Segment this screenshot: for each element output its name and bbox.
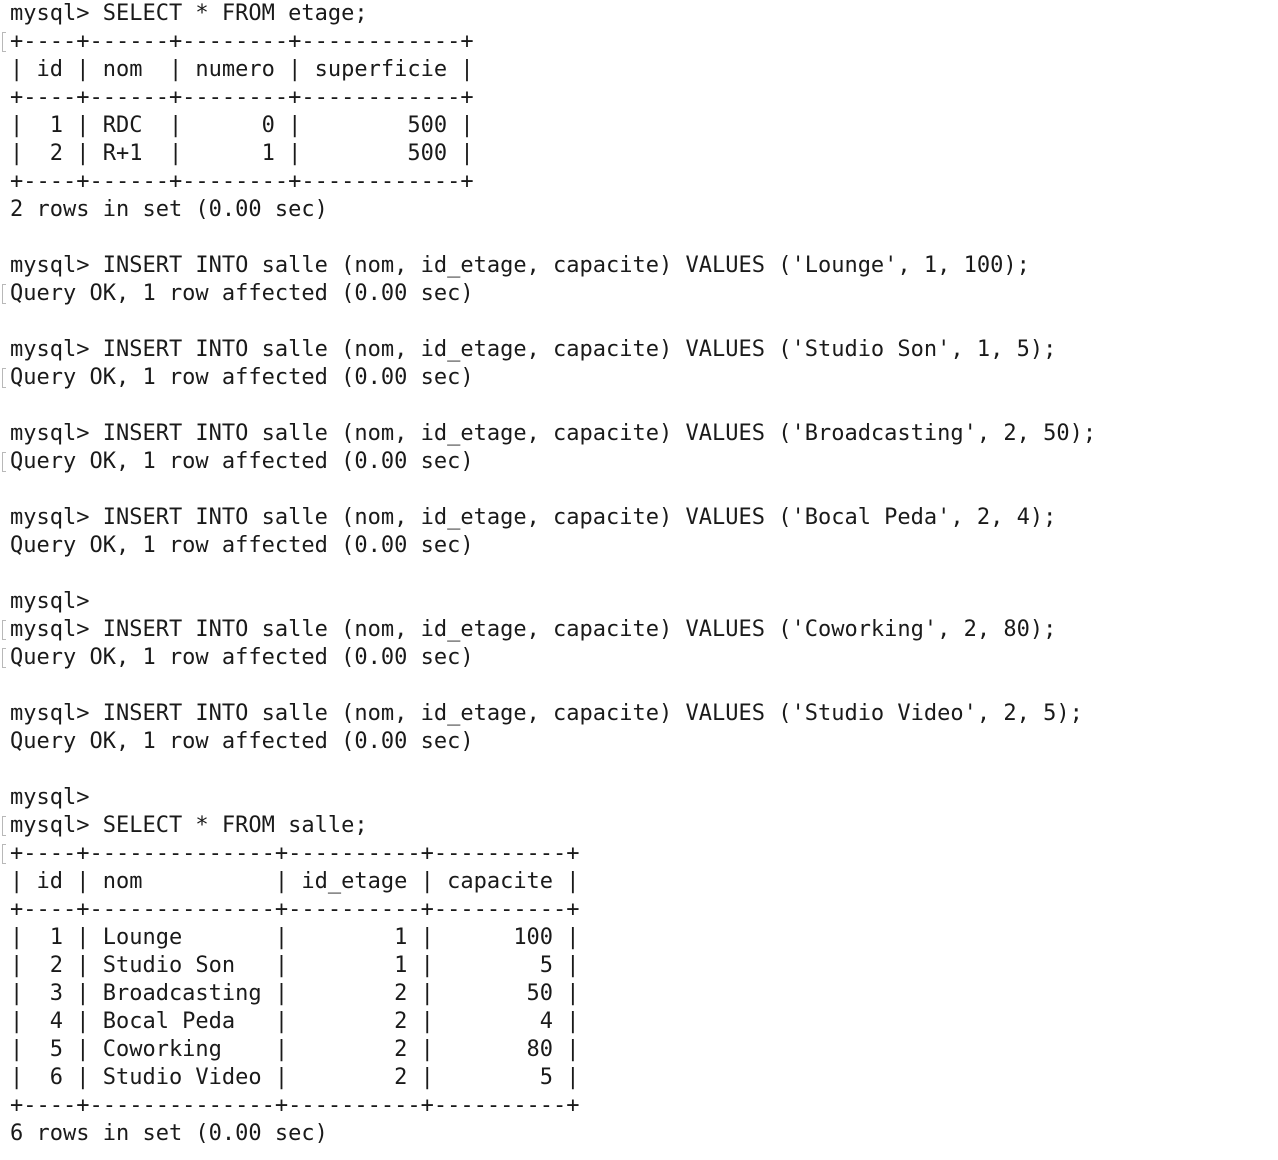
terminal-line [10, 980, 1270, 1008]
line-bracket-marker [2, 452, 6, 472]
terminal-line [10, 644, 1270, 672]
terminal-line [10, 700, 1270, 728]
terminal-line [10, 812, 1270, 840]
terminal-line-text: | 1 | RDC | 0 | 500 | [10, 113, 474, 138]
terminal-line [10, 868, 1270, 896]
terminal-line [10, 504, 1270, 532]
terminal-line-text: Query OK, 1 row affected (0.00 sec) [10, 365, 474, 390]
terminal-line-text: mysql> SELECT * FROM salle; [10, 813, 368, 838]
terminal-line [10, 1092, 1270, 1120]
terminal-line-text: mysql> [10, 589, 90, 614]
terminal-line [10, 616, 1270, 644]
terminal-line [10, 56, 1270, 84]
terminal-line [10, 840, 1270, 868]
terminal-line-text: mysql> INSERT INTO salle (nom, id_etage, capacite) VALUES ('Studio Son', 1, 5); [10, 337, 1057, 362]
terminal-output[interactable] [10, 0, 1270, 1148]
terminal-line-text: mysql> INSERT INTO salle (nom, id_etage, capacite) VALUES ('Broadcasting', 2, 50); [10, 421, 1097, 446]
terminal-line [10, 1008, 1270, 1036]
terminal-line [10, 672, 1270, 700]
terminal-line [10, 308, 1270, 336]
terminal-line [10, 28, 1270, 56]
terminal-line-text: +----+------+--------+------------+ [10, 29, 474, 54]
terminal-line-text: | 2 | Studio Son | 1 | 5 | [10, 953, 580, 978]
terminal-line-text: mysql> INSERT INTO salle (nom, id_etage, capacite) VALUES ('Studio Video', 2, 5); [10, 701, 1083, 726]
terminal-line-text: Query OK, 1 row affected (0.00 sec) [10, 533, 474, 558]
terminal-line [10, 224, 1270, 252]
terminal-line [10, 1036, 1270, 1064]
line-bracket-marker [2, 816, 6, 836]
terminal-line [10, 420, 1270, 448]
terminal-line-text: Query OK, 1 row affected (0.00 sec) [10, 449, 474, 474]
terminal-line [10, 336, 1270, 364]
terminal-line [10, 1120, 1270, 1148]
terminal-line [10, 1064, 1270, 1092]
terminal-line-text: | 2 | R+1 | 1 | 500 | [10, 141, 474, 166]
terminal-line-text: +----+--------------+----------+----------+ [10, 841, 580, 866]
terminal-line-text: Query OK, 1 row affected (0.00 sec) [10, 645, 474, 670]
terminal-line-text: +----+--------------+----------+----------+ [10, 897, 580, 922]
terminal-line-text: 6 rows in set (0.00 sec) [10, 1121, 328, 1146]
terminal-line-text: | id | nom | numero | superficie | [10, 57, 474, 82]
terminal-line-text: +----+--------------+----------+----------+ [10, 1093, 580, 1118]
terminal-line-text: | 3 | Broadcasting | 2 | 50 | [10, 981, 580, 1006]
terminal-line-text: 2 rows in set (0.00 sec) [10, 197, 328, 222]
terminal-line [10, 140, 1270, 168]
terminal-line [10, 952, 1270, 980]
terminal-line-text: | 4 | Bocal Peda | 2 | 4 | [10, 1009, 580, 1034]
terminal-line-text: mysql> INSERT INTO salle (nom, id_etage, capacite) VALUES ('Bocal Peda', 2, 4); [10, 505, 1057, 530]
line-bracket-marker [2, 368, 6, 388]
line-bracket-marker [2, 620, 6, 640]
terminal-line-text: mysql> [10, 785, 90, 810]
terminal-line [10, 756, 1270, 784]
line-bracket-marker [2, 844, 6, 864]
terminal-line [10, 728, 1270, 756]
terminal-line-text: Query OK, 1 row affected (0.00 sec) [10, 729, 474, 754]
terminal-line [10, 168, 1270, 196]
terminal-line [10, 896, 1270, 924]
line-bracket-marker [2, 648, 6, 668]
terminal-line-text: +----+------+--------+------------+ [10, 169, 474, 194]
terminal-line [10, 0, 1270, 28]
line-bracket-marker [2, 32, 6, 52]
terminal-line [10, 280, 1270, 308]
terminal-line-text: Query OK, 1 row affected (0.00 sec) [10, 281, 474, 306]
terminal-line [10, 588, 1270, 616]
terminal-line [10, 196, 1270, 224]
terminal-line [10, 924, 1270, 952]
terminal-line [10, 84, 1270, 112]
terminal-line [10, 560, 1270, 588]
terminal-line [10, 532, 1270, 560]
terminal-line-text: +----+------+--------+------------+ [10, 85, 474, 110]
terminal-line-text: mysql> SELECT * FROM etage; [10, 1, 368, 26]
terminal-line [10, 252, 1270, 280]
terminal-line [10, 112, 1270, 140]
terminal-line [10, 784, 1270, 812]
terminal-line-text: mysql> INSERT INTO salle (nom, id_etage, capacite) VALUES ('Coworking', 2, 80); [10, 617, 1057, 642]
terminal-line [10, 364, 1270, 392]
terminal-line [10, 476, 1270, 504]
terminal-line-text: | 1 | Lounge | 1 | 100 | [10, 925, 580, 950]
terminal-line [10, 448, 1270, 476]
terminal-line-text: | 5 | Coworking | 2 | 80 | [10, 1037, 580, 1062]
terminal-line-text: | id | nom | id_etage | capacite | [10, 869, 580, 894]
terminal-line [10, 392, 1270, 420]
line-bracket-marker [2, 284, 6, 304]
terminal-line-text: | 6 | Studio Video | 2 | 5 | [10, 1065, 580, 1090]
terminal-line-text: mysql> INSERT INTO salle (nom, id_etage, capacite) VALUES ('Lounge', 1, 100); [10, 253, 1030, 278]
